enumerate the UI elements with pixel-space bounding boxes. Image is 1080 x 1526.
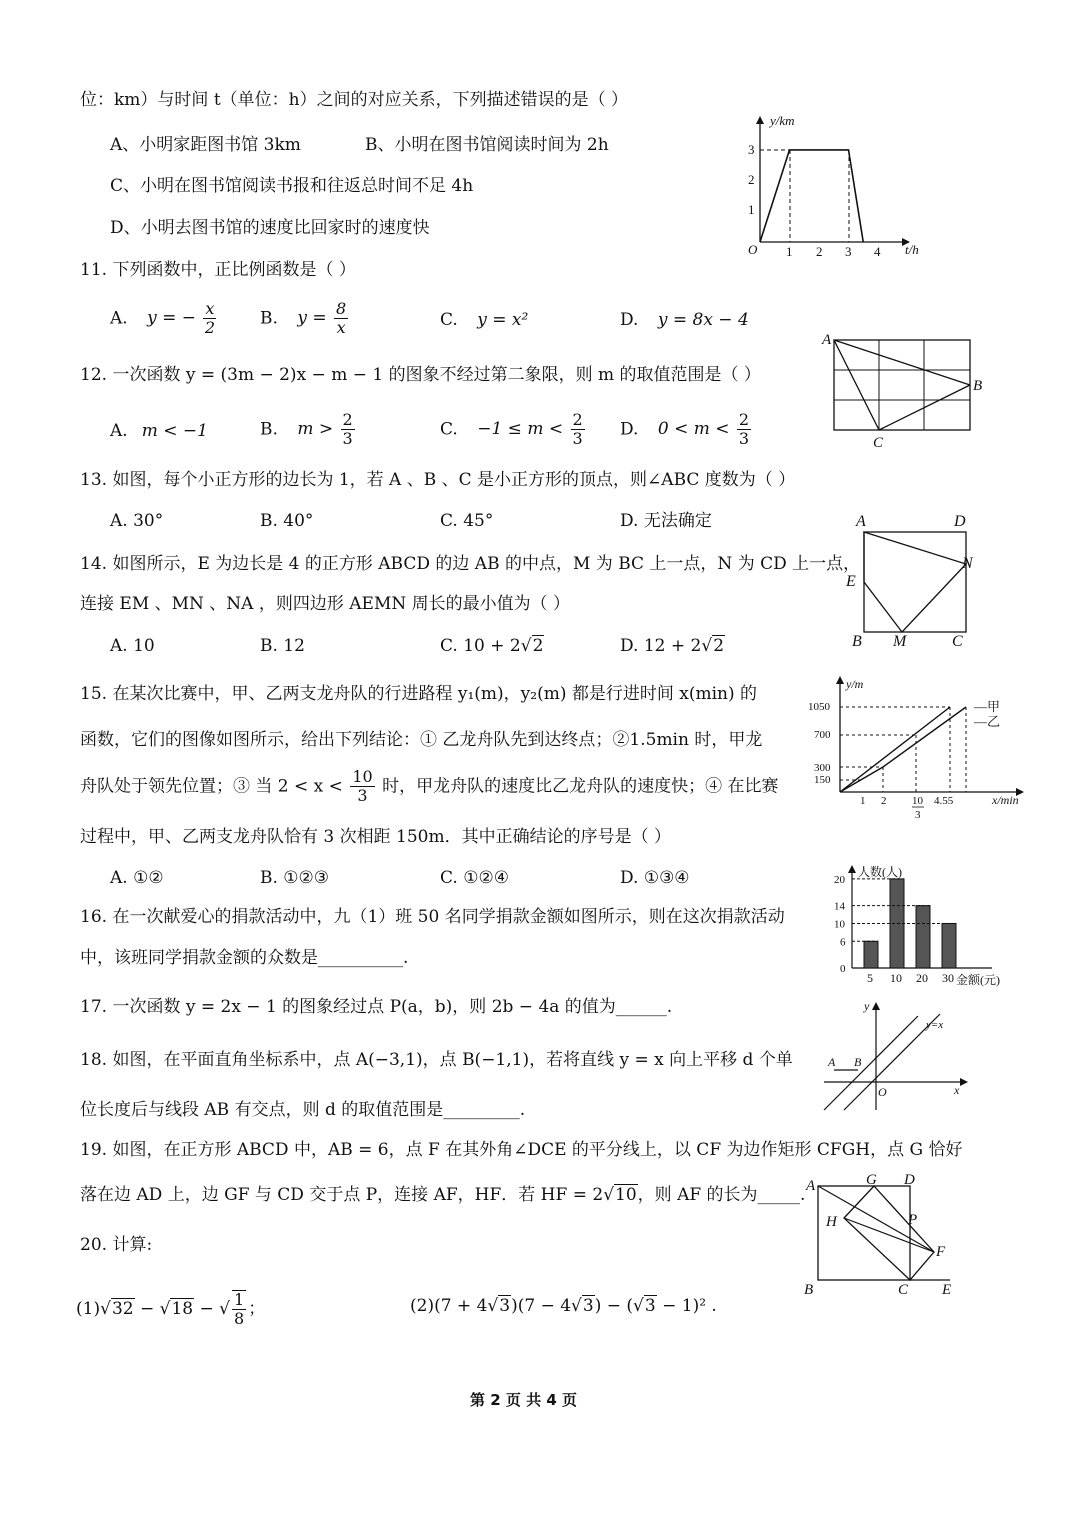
q13-option-a: A. 30° (110, 511, 164, 531)
q15-line-yi (840, 707, 966, 792)
q18-ylabel: y (864, 999, 870, 1013)
q19-label-g: G (866, 1172, 877, 1188)
q20-title: 20. 计算: (80, 1235, 153, 1255)
q19-label-d: D (904, 1172, 915, 1188)
q10-origin: O (748, 242, 758, 257)
q11-stem: 11. 下列函数中，正比例函数是（ ） (80, 260, 356, 280)
figure-q13-grid (818, 330, 993, 455)
q19-rectangle-cfgh (844, 1186, 934, 1280)
q18-label-b: B (854, 1055, 862, 1069)
q13-stem: 13. 如图，每个小正方形的边长为 1，若 A 、B 、C 是小正方形的顶点，则∠ABC 度数为（ ） (80, 470, 796, 490)
q19-label-e: E (942, 1282, 952, 1298)
q18-line-label: y=x (926, 1019, 944, 1031)
q17-line: 17. 一次函数 y = 2x − 1 的图象经过点 P(a，b)，则 2b − 4a 的值为______. (80, 997, 673, 1017)
q16-line1: 16. 在一次献爱心的捐款活动中，九（1）班 50 名同学捐款金额如图所示，则在这次捐款活动 (80, 907, 785, 927)
q10-option-a: A、小明家距图书馆 3km (110, 135, 301, 155)
q13-label-a: A (822, 332, 832, 348)
q15-ylabel: y/m (846, 677, 864, 691)
q14-option-a: A. 10 (110, 636, 155, 656)
q11-option-a (110, 300, 218, 338)
q10-xlabel: t/h (905, 242, 919, 257)
q16-xlabel: 金额(元) (956, 973, 1000, 987)
q14-label-m: M (893, 633, 907, 650)
q18-line2: 位长度后与线段 AB 有交点，则 d 的取值范围是_________. (80, 1100, 526, 1120)
q19-label-p: P (908, 1212, 918, 1228)
q15-line-jia (840, 707, 950, 792)
q10-option-b: B、小明在图书馆阅读时间为 2h (365, 135, 609, 155)
q16-zero: 0 (840, 963, 846, 975)
q19-label-c: C (898, 1282, 909, 1298)
bar-5 (864, 941, 878, 968)
q10-option-d: D、小明去图书馆的速度比回家时的速度快 (110, 218, 430, 238)
q15-xtick-455: 4.55 (934, 795, 954, 807)
y-tick-20: 20 (834, 873, 845, 886)
figure-q18-plane (816, 998, 976, 1116)
q15-legend-jia: —甲 (974, 699, 1001, 714)
figure-q15-graph (808, 672, 1036, 822)
q15-option-b: B. ①②③ (260, 868, 330, 888)
q11-a-fraction: $\frac{x}{2}$ (204, 299, 216, 338)
q11-b-fraction: $\frac{8}{x}$ (335, 299, 347, 338)
q15-option-d: D. ①③④ (620, 868, 690, 888)
q18-line-shifted (824, 1016, 918, 1110)
x-tick-10: 10 (890, 971, 902, 985)
q15-ytick-150: 150 (814, 774, 831, 786)
q12-b-fraction: $\frac{2}{3}$ (342, 410, 353, 449)
q10-ylabel: y/km (770, 113, 795, 128)
q10-distance-line (760, 150, 863, 242)
q14-option-d: D. 12 + 2√2 (620, 636, 725, 656)
q15-ytick-300: 300 (814, 762, 831, 774)
q16-ylabel: 人数(人) (858, 865, 902, 879)
q19-line-hf (844, 1218, 934, 1252)
q15-ytick-700: 700 (814, 729, 831, 741)
q13-option-b: B. 40° (260, 511, 314, 531)
q11-b-expr: y = (297, 308, 327, 329)
q15-option-a: A. ①② (110, 868, 164, 888)
q15-xtick-3-den: 3 (915, 809, 921, 821)
q12-option-c: C. −1 ≤ m < $\frac{2}{3}$ (440, 410, 583, 449)
page-footer: 第 2 页 共 4 页 (470, 1391, 577, 1409)
q15-ytick-1050: 1050 (808, 701, 830, 713)
q10-ytick-2: 2 (748, 172, 755, 187)
q14-label-b: B (852, 633, 862, 650)
q14-option-c: C. 10 + 2√2 (440, 636, 544, 656)
bar-30 (942, 923, 956, 968)
q11-a-expr: y = − (147, 308, 196, 329)
q20-part2: (2)(7 + 4√3)(7 − 4√3) − (√3 − 1)² . (410, 1296, 717, 1316)
q18-origin: O (878, 1085, 887, 1099)
q10-stem: 位：km）与时间 t（单位：h）之间的对应关系，下列描述错误的是（ ） (80, 90, 629, 110)
q15-line1: 15. 在某次比赛中，甲、乙两支龙舟队的行进路程 y₁(m)，y₂(m) 都是行进时间 x(min) 的 (80, 684, 758, 704)
figure-q16-bar-chart (830, 862, 1040, 990)
q13-option-d: D. 无法确定 (620, 511, 712, 531)
figure-q14-square (840, 510, 990, 650)
q15-xtick-1: 1 (860, 795, 866, 807)
q15-line2: 函数，它们的图像如图所示，给出下列结论：① 乙龙舟队先到达终点；②1.5min 时，甲龙 (80, 730, 763, 750)
q15-xlabel: x/min (992, 793, 1019, 807)
q19-line2: 落在边 AD 上，边 GF 与 CD 交于点 P，连接 AF，HF．若 HF = 2√10，则 AF 的长为_____. (80, 1185, 806, 1205)
q19-label-f: F (936, 1244, 946, 1260)
q11-option-b (260, 300, 350, 338)
q13-option-c: C. 45° (440, 511, 494, 531)
q10-xtick-1: 1 (786, 244, 793, 259)
y-tick-14: 14 (834, 900, 845, 913)
q14-label-n: N (962, 555, 973, 572)
q12-option-a: A. m < −1 (110, 421, 208, 441)
q13-label-c: C (873, 435, 884, 451)
q12-option-b: B. m > $\frac{2}{3}$ (260, 410, 353, 449)
q14-stem-line1: 14. 如图所示，E 为边长是 4 的正方形 ABCD 的边 AB 的中点，M 为 BC 上一点，N 为 CD 上一点， (80, 554, 861, 574)
figure-q10-graph (740, 110, 930, 260)
q12-stem: 12. 一次函数 y = (3m − 2)x − m − 1 的图象不经过第二象限，则 m 的取值范围是（ ） (80, 365, 761, 385)
q18-label-a: A (828, 1055, 836, 1069)
q15-line4: 过程中，甲、乙两支龙舟队恰有 3 次相距 150m．其中正确结论的序号是（ ） (80, 827, 671, 847)
q15-option-c: C. ①②④ (440, 868, 509, 888)
q15-fraction: $\frac{10}{3}$ (352, 767, 373, 806)
q14-label-e: E (846, 573, 856, 590)
x-tick-30: 30 (942, 971, 954, 985)
q15-xtick-2: 2 (881, 795, 887, 807)
q12-option-d: D. 0 < m < $\frac{2}{3}$ (620, 410, 750, 449)
q10-ytick-1: 1 (748, 202, 755, 217)
bar-20 (916, 906, 930, 968)
q11-option-c: C. y = x² (440, 310, 529, 330)
y-tick-10: 10 (834, 918, 845, 931)
q11-a-label: A. (110, 308, 128, 329)
q10-option-c: C、小明在图书馆阅读书报和往返总时间不足 4h (110, 176, 474, 196)
q12-d-fraction: $\frac{2}{3}$ (738, 410, 750, 449)
q15-legend-yi: —乙 (974, 714, 1001, 729)
q15-line3: 舟队处于领先位置；③ 当 2 < x < $\frac{10}{3}$ 时，甲龙舟队的速度比乙龙舟队的速度快；④ 在比赛 (80, 767, 779, 806)
q19-line1: 19. 如图，在正方形 ABCD 中，AB = 6，点 F 在其外角∠DCE 的平分线上，以 CF 为边作矩形 CFGH，点 G 恰好 (80, 1140, 963, 1160)
q14-stem-line2: 连接 EM 、MN 、NA ，则四边形 AEMN 周长的最小值为（ ） (80, 594, 571, 614)
q19-label-h: H (826, 1214, 837, 1230)
y-tick-6: 6 (840, 936, 846, 949)
q19-label-b: B (804, 1282, 814, 1298)
q14-option-b: B. 12 (260, 636, 305, 656)
q10-xtick-2: 2 (816, 244, 823, 259)
q11-b-label: B. (260, 308, 278, 329)
q13-label-b: B (973, 378, 983, 394)
q18-line1: 18. 如图，在平面直角坐标系中，点 A(−3,1)，点 B(−1,1)，若将直线 y = x 向上平移 d 个单 (80, 1050, 793, 1070)
q10-xtick-4: 4 (874, 244, 881, 259)
q14-label-c: C (952, 633, 963, 650)
q10-xtick-3: 3 (845, 244, 852, 259)
q18-xlabel: x (954, 1083, 960, 1097)
figure-q19-square (800, 1170, 970, 1300)
q11-option-d: D. y = 8x − 4 (620, 310, 749, 330)
x-tick-5: 5 (867, 971, 873, 985)
q10-ytick-3: 3 (748, 142, 755, 157)
q12-c-fraction: $\frac{2}{3}$ (572, 410, 583, 449)
q16-line2: 中，该班同学捐款金额的众数是__________. (80, 948, 409, 968)
q14-label-a: A (856, 513, 866, 530)
q15-xtick-10-num: 10 (912, 795, 923, 807)
q20-part1: (1)√32 − √18 − √ $\frac{1}{8}$ ； (76, 1290, 266, 1329)
q20-part1-fraction: $\frac{1}{8}$ (234, 1290, 245, 1329)
x-tick-20: 20 (916, 971, 928, 985)
q14-label-d: D (954, 513, 966, 530)
q19-label-a: A (806, 1178, 816, 1194)
